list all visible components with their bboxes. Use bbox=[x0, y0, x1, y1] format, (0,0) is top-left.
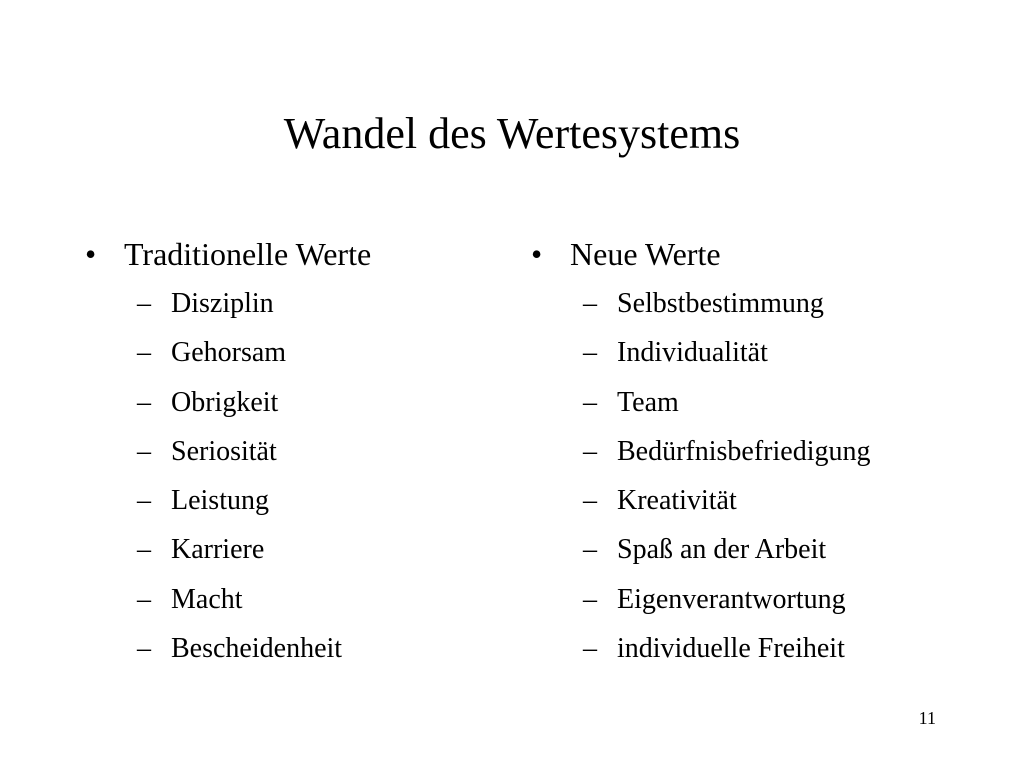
list-item-label: Seriosität bbox=[171, 435, 277, 467]
list-item-label: Selbstbestimmung bbox=[617, 288, 824, 319]
dash-icon: – bbox=[137, 583, 151, 615]
slide-title: Wandel des Wertesystems bbox=[283, 109, 741, 158]
list-item bbox=[583, 279, 871, 328]
list-item-label: Gehorsam bbox=[171, 337, 287, 369]
list-item-label: Individualität bbox=[617, 337, 768, 369]
page-number: 11 bbox=[918, 708, 936, 728]
dash-icon: – bbox=[137, 386, 151, 418]
list-item bbox=[137, 427, 371, 476]
list-item-label: Spaß an der Arbeit bbox=[617, 534, 827, 566]
list-item bbox=[137, 476, 371, 525]
column-heading: Neue Werte bbox=[570, 236, 721, 272]
column-heading: Traditionelle Werte bbox=[124, 236, 372, 272]
sub-list bbox=[85, 279, 371, 673]
list-item bbox=[583, 525, 871, 574]
bullet-heading bbox=[531, 230, 871, 278]
column-traditional-values bbox=[85, 230, 371, 673]
list-item-label: Leistung bbox=[171, 485, 269, 517]
dash-icon: – bbox=[137, 288, 151, 319]
list-item-label: individuelle Freiheit bbox=[617, 633, 845, 665]
dash-icon: – bbox=[137, 633, 151, 665]
list-item bbox=[583, 476, 871, 525]
list-item-label: Karriere bbox=[171, 534, 265, 566]
list-item-label: Disziplin bbox=[171, 288, 274, 319]
list-item bbox=[583, 575, 871, 624]
bullet-icon: • bbox=[531, 236, 543, 272]
dash-icon: – bbox=[137, 435, 151, 467]
list-item bbox=[137, 378, 371, 427]
list-item bbox=[137, 575, 371, 624]
list-item-label: Bedürfnisbefriedigung bbox=[617, 435, 871, 467]
list-item bbox=[137, 328, 371, 377]
dash-icon: – bbox=[583, 534, 597, 566]
dash-icon: – bbox=[137, 534, 151, 566]
list-item bbox=[583, 378, 871, 427]
list-item-label: Team bbox=[617, 386, 679, 418]
list-item bbox=[137, 624, 371, 673]
column-new-values bbox=[531, 230, 871, 673]
dash-icon: – bbox=[583, 435, 597, 467]
dash-icon: – bbox=[583, 337, 597, 369]
dash-icon: – bbox=[583, 288, 597, 319]
dash-icon: – bbox=[583, 386, 597, 418]
list-item bbox=[137, 525, 371, 574]
list-item bbox=[137, 279, 371, 328]
bullet-icon: • bbox=[85, 236, 97, 272]
list-item-label: Macht bbox=[171, 583, 243, 615]
bullet-heading bbox=[85, 230, 371, 278]
sub-list bbox=[531, 279, 871, 673]
dash-icon: – bbox=[583, 633, 597, 665]
list-item-label: Kreativität bbox=[617, 485, 737, 517]
list-item bbox=[583, 624, 871, 673]
list-item bbox=[583, 328, 871, 377]
list-item-label: Bescheidenheit bbox=[171, 633, 343, 665]
list-item-label: Obrigkeit bbox=[171, 386, 279, 418]
dash-icon: – bbox=[137, 485, 151, 517]
dash-icon: – bbox=[583, 485, 597, 517]
list-item bbox=[583, 427, 871, 476]
dash-icon: – bbox=[137, 337, 151, 369]
dash-icon: – bbox=[583, 583, 597, 615]
list-item-label: Eigenverantwortung bbox=[617, 583, 846, 615]
